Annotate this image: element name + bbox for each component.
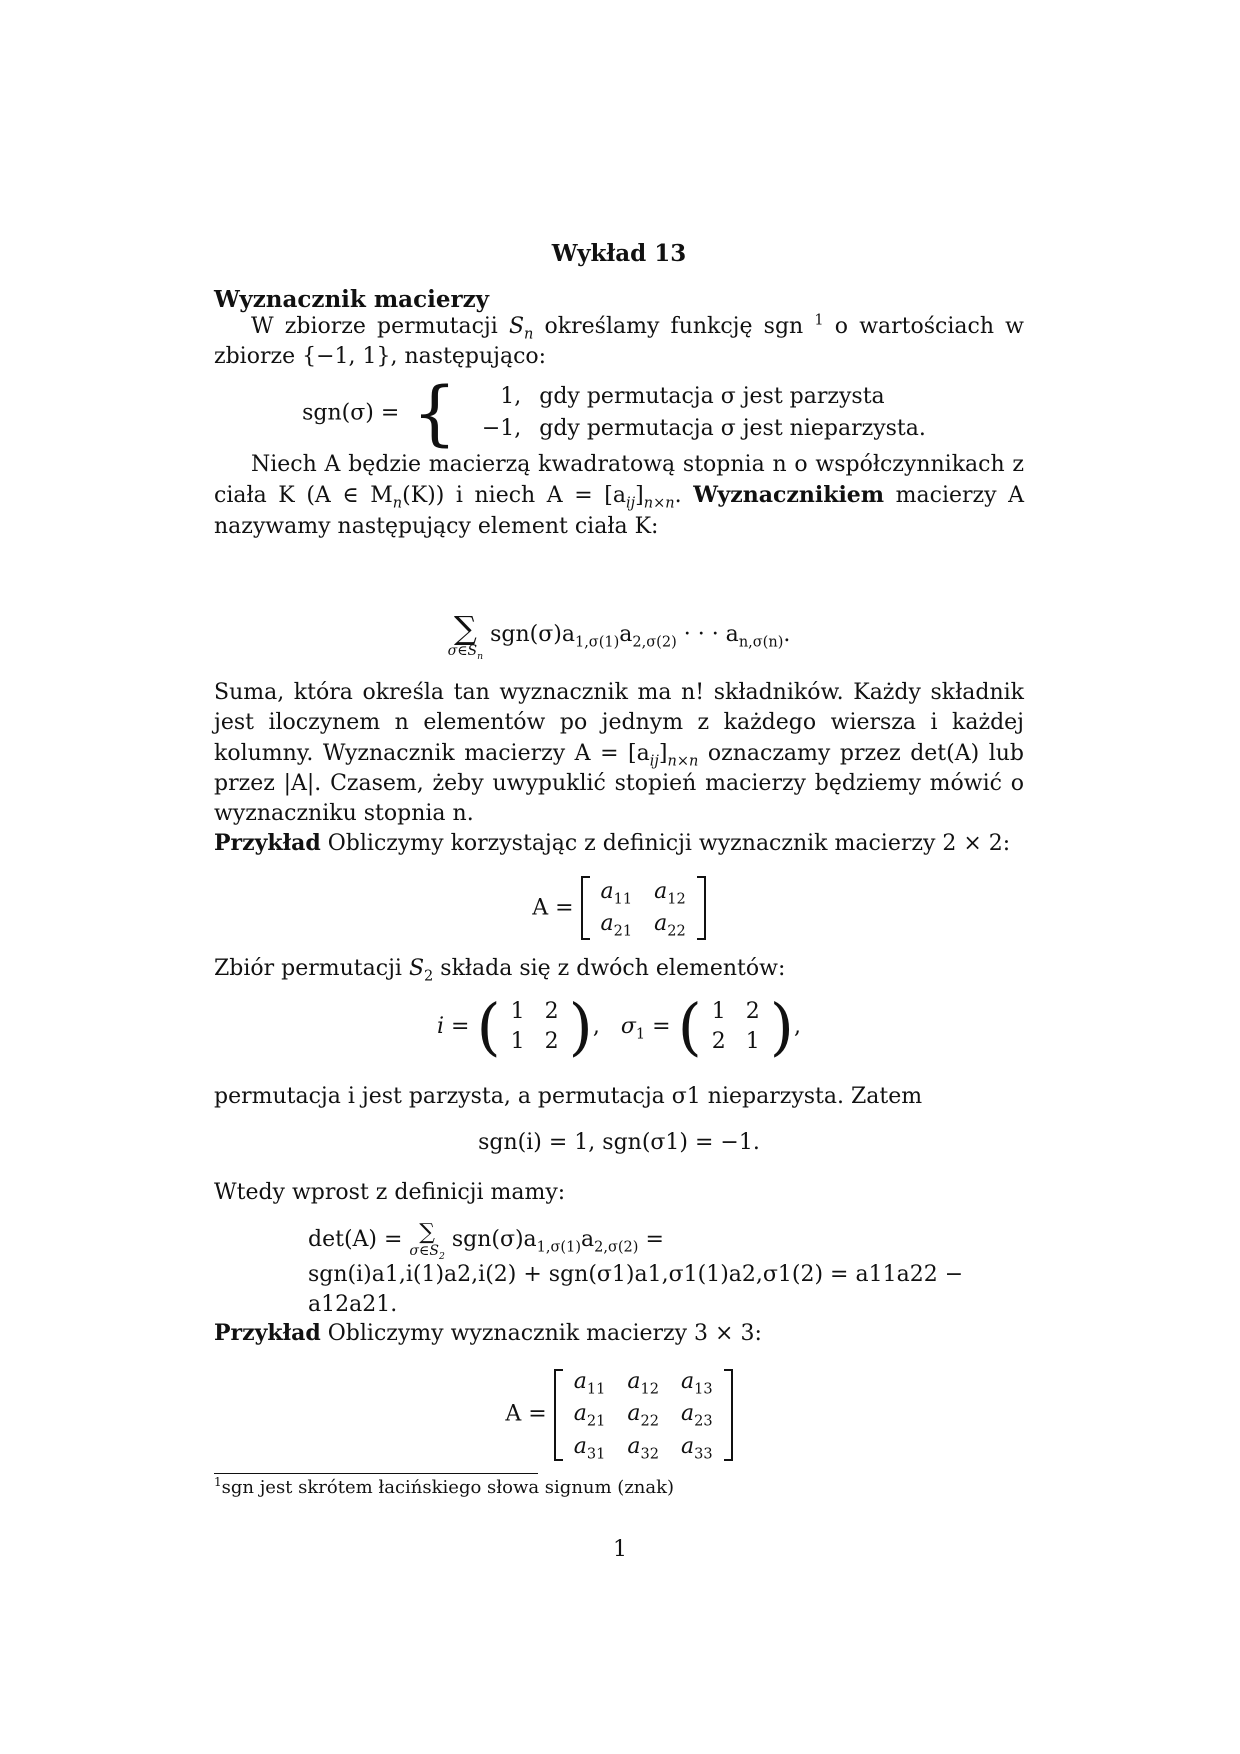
sgn-values: sgn(i) = 1, sgn(σ1) = −1. (478, 1130, 760, 1155)
sum-symbol: ∑ $\sigma\in S_n$ (447, 609, 484, 662)
right-bracket (724, 1369, 733, 1461)
matrix-cell: $a_{21}$ (573, 1401, 606, 1430)
matrix-cell: 1 (510, 998, 525, 1024)
term-wyznacznik: Wyznacznikiem (693, 482, 885, 509)
example-label: Przykład (214, 1320, 321, 1346)
left-bracket (581, 876, 590, 940)
matrix-cell: $a_{22}$ (654, 911, 686, 940)
example-1-intro: Przykład Obliczymy korzystając z definicji wyznacznik macierzy 2 × 2: (214, 830, 1011, 856)
sgn-definition: sgn(σ) = { 1, gdy permutacja σ jest parzysta −1, gdy permutacja σ jest nieparzysta. (214, 380, 1024, 447)
footnote-ref: 1 (814, 312, 824, 329)
matrix-cell: $a_{21}$ (600, 911, 633, 940)
left-brace: { (412, 372, 457, 455)
matrix-cell: 1 (745, 1029, 760, 1054)
sgn-cases: 1, gdy permutacja σ jest parzysta −1, gdy permutacja σ jest nieparzysta. (481, 384, 926, 442)
example-label: Przykład (214, 830, 321, 856)
page-number: 1 (613, 1537, 627, 1562)
paragraph-then: Wtedy wprost z definicji mamy: (214, 1180, 566, 1205)
lecture-title: Wykład 13 (551, 240, 687, 267)
matrix-cell: $a_{12}$ (654, 879, 686, 908)
matrix-cell: 2 (544, 998, 559, 1024)
sum-symbol: ∑ $\sigma\in S_2$ (409, 1220, 445, 1262)
permutation-sigma1 (702, 997, 770, 1058)
det-2x2-derivation (308, 1222, 1024, 1321)
permutations-formula: i = ( 1 2 1 2 ), $\sigma_1$ = ( 1 2 2 1 ), (437, 990, 801, 1063)
section-heading: Wyznacznik macierzy (214, 286, 490, 313)
matrix-cell: $a_{11}$ (573, 1369, 606, 1398)
matrix-cell: 1 (510, 1029, 525, 1054)
example-2-intro: Przykład Obliczymy wyznacznik macierzy 3 × 3: (214, 1320, 762, 1346)
permutation-i (501, 997, 569, 1058)
matrix-cell: $a_{22}$ (627, 1401, 659, 1430)
matrix-cell: 2 (711, 1029, 726, 1054)
paragraph-parity: permutacja i jest parzysta, a permutacja σ1 nieparzysta. Zatem (214, 1084, 923, 1109)
matrix-cell: $a_{13}$ (680, 1369, 713, 1398)
left-bracket (554, 1369, 563, 1461)
matrix-cell: $a_{23}$ (680, 1401, 713, 1430)
paragraph-intro: W zbiorze permutacji $S_n$ określamy funkcję sgn $^1$ o wartościach w zbiorze {−1, 1}, następująco: (214, 312, 1024, 370)
matrix-cell: 1 (711, 998, 726, 1024)
det-line-2: sgn(i)a1,i(1)a2,i(2) + sgn(σ1)a1,σ1(1)a2,σ1(2) = a11a22 − a12a21. (308, 1262, 964, 1318)
matrix-cell: $a_{12}$ (627, 1369, 659, 1398)
matrix-cell: 2 (745, 998, 760, 1024)
matrix-cell: $a_{31}$ (573, 1433, 606, 1463)
matrix-2x2 (590, 876, 697, 941)
det-line-1: det(A) = ∑ $\sigma\in S_2$ $sgn(\sigma)a_{1,\sigma(1)}a_{2,\sigma(2)}$ = (308, 1220, 664, 1262)
determinant-sum-formula: ∑ $\sigma\in S_n$ $sgn(\sigma)a_{1,\sigma(1)}a_{2,\sigma(2)}$ · · · $a_{n,\sigma(n)}$. (447, 609, 791, 662)
matrix-2x2-formula: $A = a_{11}$ $a_{12}$ $a_{21}$ $a_{22}$ (214, 876, 1024, 941)
matrix-3x3-formula: $A = a_{11}$ $a_{12}$ $a_{13}$ $a_{21}$ $a_{22}$ $a_{23}$ $a_{31}$ $a_{32}$ $a_{33}$ (214, 1366, 1024, 1463)
footnote: $^1$sgn jest skrótem łacińskiego słowa signum (znak) (214, 1475, 675, 1498)
right-bracket (697, 876, 706, 940)
matrix-cell: $a_{33}$ (680, 1433, 713, 1463)
matrix-cell: $a_{11}$ (600, 879, 633, 908)
paragraph-definition: Niech A będzie macierzą kwadratową stopnia n o współczynnikach z ciała K (A ∈ $M_n(K)$) i niech $A = [a_{ij}]_{n\times n}$. Wyznacznikiem macierzy A nazywamy następujący element ciała K: (214, 452, 1025, 539)
matrix-3x3 (563, 1366, 724, 1463)
matrix-cell: $a_{32}$ (627, 1433, 659, 1463)
paragraph-s2: Zbiór permutacji $S_2$ składa się z dwóch elementów: (214, 956, 786, 985)
footnote-rule (214, 1473, 538, 1474)
paragraph-sum-description: Suma, która określa tan wyznacznik ma n! składników. Każdy składnik jest iloczynem n elementów po jednym z każdego wiersza i każdej kolumny. Wyznacznik macierzy $A = [a_{ij}]_{n\times n}$ oznaczamy przez det(A) lub przez |A|. Czasem, żeby uwypuklić stopień macierzy będziemy mówić o wyznaczniku stopnia n. (214, 680, 1024, 827)
matrix-cell: 2 (544, 1029, 559, 1054)
